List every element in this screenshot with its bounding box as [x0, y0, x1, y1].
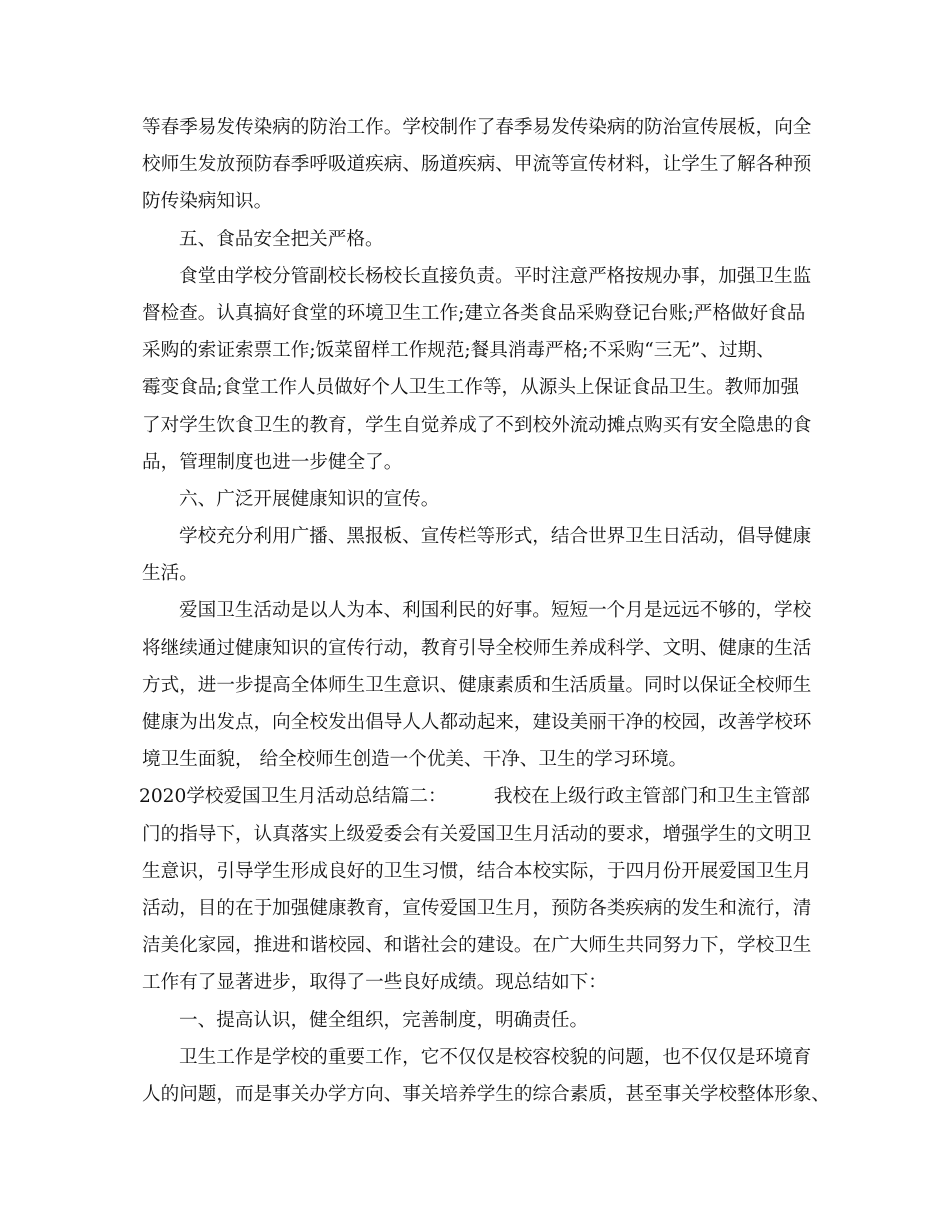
text-line: 霉变食品;食堂工作人员做好个人卫生工作等，从源头上保证食品卫生。教师加强: [142, 377, 800, 399]
text-line: 了对学生饮食卫生的教育，学生自觉养成了不到校外流动摊点购买有安全隐患的食: [142, 414, 812, 436]
text-line: 方式，进一步提高全体师生卫生意识、健康素质和生活质量。同时以保证全校师生: [142, 674, 812, 696]
text-line: 学校充分利用广播、黑报板、宣传栏等形式，结合世界卫生日活动，倡导健康: [179, 526, 812, 548]
text-line: 门的指导下，认真落实上级爱委会有关爱国卫生月活动的要求，增强学生的文明卫: [142, 823, 812, 845]
text-line: 健康为出发点，向全校发出倡导人人都动起来，建设美丽干净的校园，改善学校环: [142, 712, 812, 733]
text-line: 卫生工作是学校的重要工作，它不仅仅是校容校貌的问题，也不仅仅是环境育: [179, 1046, 812, 1068]
text-line: 品，管理制度也进一步健全了。: [142, 451, 403, 473]
section-heading: 五、食品安全把关严格。: [179, 228, 384, 250]
text-line: 境卫生面貌， 给全校师生创造一个优美、干净、卫生的学习环境。: [142, 749, 688, 771]
article-title-line: 2020学校爱国卫生月活动总结篇二： 我校在上级行政主管部门和卫生主管部: [139, 786, 811, 808]
section-heading: 六、广泛开展健康知识的宣传。: [179, 488, 440, 510]
text-line: 洁美化家园，推进和谐校园、和谐社会的建设。在广大师生共同努力下，学校卫生: [142, 935, 812, 957]
text-line: 校师生发放预防春季呼吸道疾病、肠道疾病、甲流等宣传材料，让学生了解各种预: [142, 154, 812, 176]
text-line: 活动，目的在于加强健康教育，宣传爱国卫生月，预防各类疾病的发生和流行，清: [142, 897, 812, 919]
text-line: 生活。: [142, 563, 198, 585]
text-line: 等春季易发传染病的防治工作。学校制作了春季易发传染病的防治宣传展板，向全: [142, 117, 812, 138]
text-line: 工作有了显著进步，取得了一些良好成绩。现总结如下：: [142, 972, 607, 994]
document-page: [139, 109, 832, 1113]
text-line: 督检查。认真搞好食堂的环境卫生工作;建立各类食品采购登记台账;严格做好食品: [142, 302, 806, 324]
text-line: 爱国卫生活动是以人为本、利国利民的好事。短短一个月是远远不够的，学校: [179, 600, 812, 622]
text-line: 食堂由学校分管副校长杨校长直接负责。平时注意严格按规办事，加强卫生监: [179, 265, 812, 287]
text-line: 防传染病知识。: [142, 191, 273, 213]
text-line: 生意识，引导学生形成良好的卫生习惯，结合本校实际，于四月份开展爱国卫生月: [142, 860, 812, 882]
section-heading: 一、提高认识，健全组织，完善制度，明确责任。: [179, 1009, 589, 1031]
text-line: 采购的索证索票工作;饭菜留样工作规范;餐具消毒严格;不采购“三无”、过期、: [142, 340, 775, 362]
text-line: 人的问题，而是事关办学方向、事关培养学生的综合素质，甚至事关学校整体形象、: [142, 1083, 830, 1105]
text-line: 将继续通过健康知识的宣传行动，教育引导全校师生养成科学、文明、健康的生活: [142, 637, 812, 659]
